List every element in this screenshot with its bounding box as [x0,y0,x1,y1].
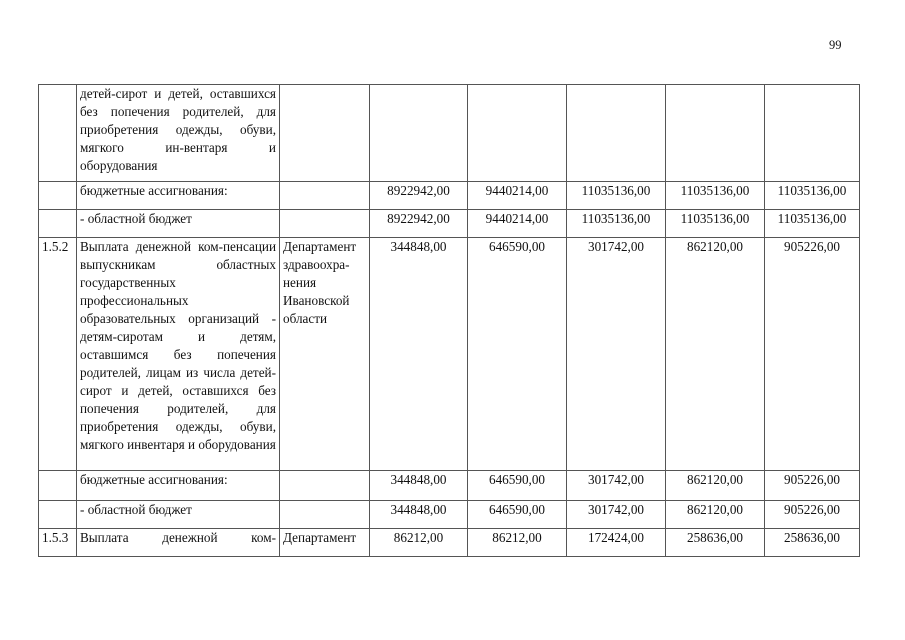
row-value-4: 862120,00 [666,501,765,529]
row-value-5: 905226,00 [765,501,860,529]
table-row [39,501,860,529]
budget-table [38,84,860,557]
page-number: 99 [829,38,842,52]
row-name: бюджетные ассигнования: [77,471,280,501]
row-value-1: 344848,00 [370,238,468,471]
row-code [39,85,77,182]
row-value-5 [765,85,860,182]
row-code [39,501,77,529]
row-executor [280,210,370,238]
row-name: - областной бюджет [77,501,280,529]
row-value-4 [666,85,765,182]
row-value-4: 862120,00 [666,238,765,471]
row-value-5: 11035136,00 [765,182,860,210]
table-row [39,210,860,238]
row-value-3: 11035136,00 [567,182,666,210]
row-code [39,182,77,210]
row-executor [280,471,370,501]
row-value-2: 86212,00 [468,529,567,557]
row-value-2: 646590,00 [468,501,567,529]
row-executor [280,501,370,529]
row-executor: Департамент [280,529,370,557]
row-value-3: 301742,00 [567,471,666,501]
table-row [39,85,860,182]
row-value-3: 11035136,00 [567,210,666,238]
row-name: - областной бюджет [77,210,280,238]
table-row [39,182,860,210]
row-name: Выплата денежной ком-пенсации выпускникам областных государственных профессиональных образовательных организаций - детям-сиротам и детям, оставшимся без попечения родителей, лицам из числа детей-сирот и детей, оставшихся без попечения родителей, для приобретения одежды, обуви, мягкого инвентаря и оборудования [77,238,280,471]
row-value-1: 344848,00 [370,471,468,501]
row-executor: Департамент здравоохра-нения Ивановской области [280,238,370,471]
table-row [39,529,860,557]
row-code: 1.5.3 [39,529,77,557]
row-value-2: 9440214,00 [468,182,567,210]
row-value-2: 646590,00 [468,238,567,471]
table-row [39,238,860,471]
row-value-3: 301742,00 [567,501,666,529]
row-value-3: 301742,00 [567,238,666,471]
row-code: 1.5.2 [39,238,77,471]
row-code [39,471,77,501]
row-value-2 [468,85,567,182]
row-value-2: 9440214,00 [468,210,567,238]
row-value-3: 172424,00 [567,529,666,557]
row-executor [280,85,370,182]
row-value-5: 11035136,00 [765,210,860,238]
row-value-5: 905226,00 [765,471,860,501]
row-value-2: 646590,00 [468,471,567,501]
row-value-3 [567,85,666,182]
row-name: детей-сирот и детей, оставшихся без попечения родителей, для приобретения одежды, обуви, мягкого ин-вентаря и оборудования [77,85,280,182]
row-value-4: 862120,00 [666,471,765,501]
row-value-1: 86212,00 [370,529,468,557]
row-value-4: 11035136,00 [666,182,765,210]
row-name: бюджетные ассигнования: [77,182,280,210]
row-name: Выплата денежной ком- [77,529,280,557]
row-value-4: 258636,00 [666,529,765,557]
row-value-1: 8922942,00 [370,182,468,210]
row-value-5: 905226,00 [765,238,860,471]
row-code [39,210,77,238]
row-value-5: 258636,00 [765,529,860,557]
row-value-4: 11035136,00 [666,210,765,238]
row-value-1: 8922942,00 [370,210,468,238]
row-value-1 [370,85,468,182]
row-executor [280,182,370,210]
row-value-1: 344848,00 [370,501,468,529]
table-row [39,471,860,501]
